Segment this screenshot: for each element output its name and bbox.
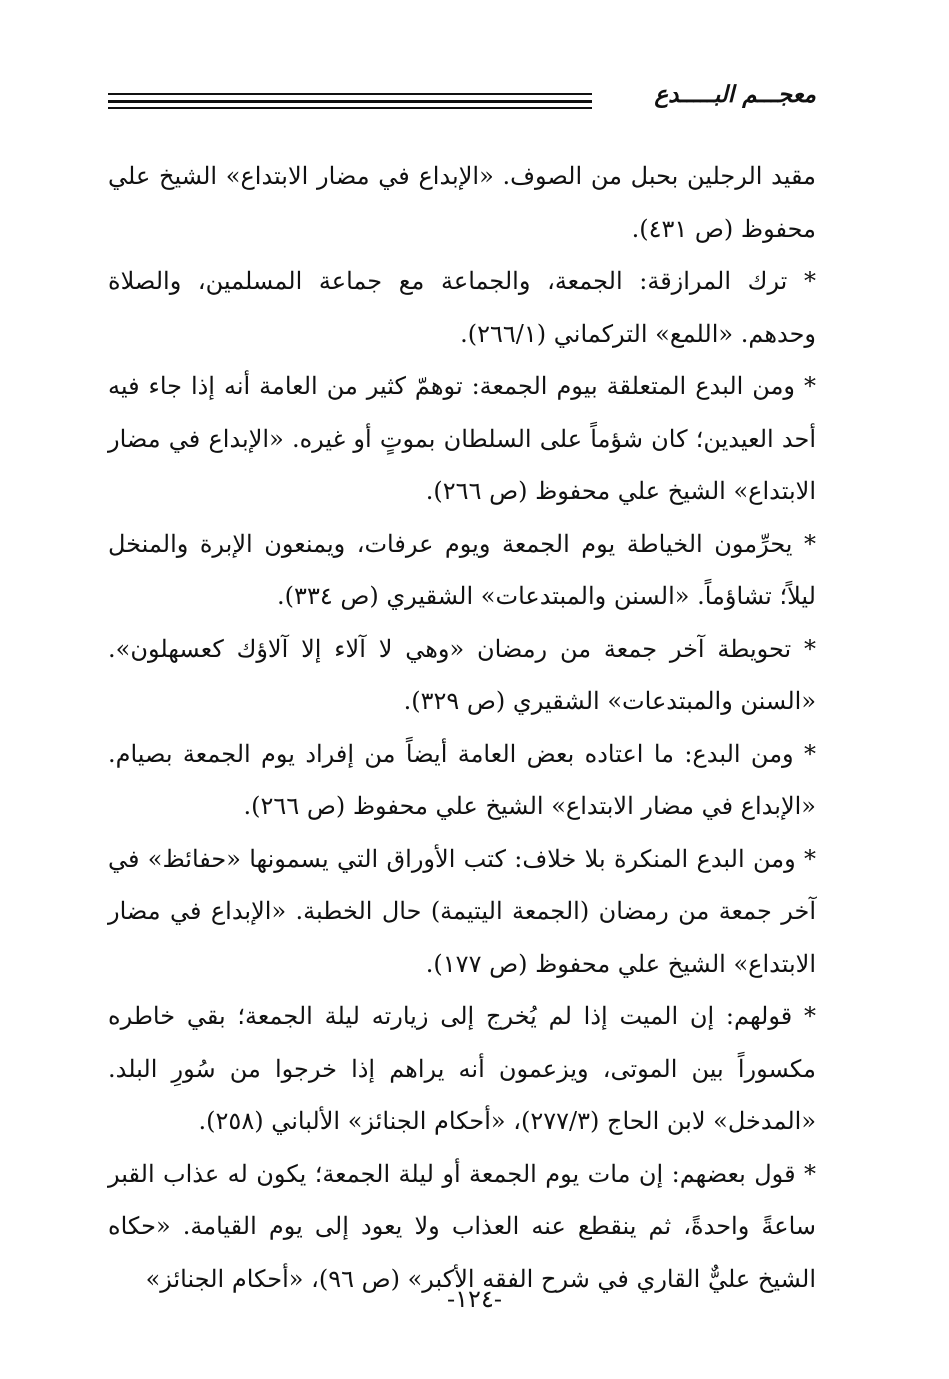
- header-title: معجـــم البـــــدع: [654, 81, 816, 108]
- running-header: [108, 78, 816, 118]
- page-number: -١٢٤-: [447, 1285, 502, 1313]
- main-text: [108, 150, 816, 1305]
- paragraph: * ومن البدع المتعلقة بيوم الجمعة: توهمّ كثير من العامة أنه إذا جاء فيه أحد العيدين؛ كان شؤماً على السلطان بموتٍ أو غيره. «الإبداع في مضار الابتداع» الشيخ علي محفوظ (ص ٢٦٦).: [108, 372, 816, 505]
- paragraph: * تحويطة آخر جمعة من رمضان «وهي لا آلاء إلا آلاؤك كعسهلون». «السنن والمبتدعات» الشقيري (ص ٣٢٩).: [108, 634, 816, 715]
- paragraph: * ومن البدع المنكرة بلا خلاف: كتب الأوراق التي يسمونها «حفائظ» في آخر جمعة من رمضان (الجمعة اليتيمة) حال الخطبة. «الإبداع في مضار الابتداع» الشيخ علي محفوظ (ص ١٧٧).: [108, 844, 816, 978]
- header-rules: [108, 93, 592, 111]
- header-rule-line: [108, 100, 592, 103]
- paragraph: * قول بعضهم: إن مات يوم الجمعة أو ليلة الجمعة؛ يكون له عذاب القبر ساعةً واحدةً، ثم ينقطع عنه العذاب ولا يعود إلى يوم القيامة. «حكاه الشيخ عليٌّ القاري في شرح الفقه الأكبر» (ص ٩٦)، «أحكام الجنائز»: [108, 1159, 816, 1293]
- paragraph: مقيد الرجلين بحبل من الصوف. «الإبداع في مضار الابتداع» الشيخ علي محفوظ (ص ٤٣١).: [108, 162, 816, 243]
- paragraph: * يحرِّمون الخياطة يوم الجمعة ويوم عرفات، ويمنعون الإبرة والمنخل ليلاً؛ تشاؤماً. «السنن والمبتدعات» الشقيري (ص ٣٣٤).: [108, 529, 816, 610]
- header-rule-line: [108, 107, 592, 109]
- header-rule-line: [108, 93, 592, 95]
- paragraph: * ومن البدع: ما اعتاده بعض العامة أيضاً من إفراد يوم الجمعة بصيام. «الإبداع في مضار الابتداع» الشيخ علي محفوظ (ص ٢٦٦).: [108, 739, 816, 820]
- paragraph: * ترك المرازقة: الجمعة، والجماعة مع جماعة المسلمين، والصلاة وحدهم. «اللمع» التركماني (٢٦٦/١).: [108, 267, 816, 348]
- paragraph: * قولهم: إن الميت إذا لم يُخرج إلى زيارته ليلة الجمعة؛ بقي خاطره مكسوراً بين الموتى، ويزعمون أنه يراهم إذا خرجوا من سُورِ البلد. «المدخل» لابن الحاج (٢٧٧/٣)، «أحكام الجنائز» الألباني (٢٥٨).: [108, 1002, 816, 1135]
